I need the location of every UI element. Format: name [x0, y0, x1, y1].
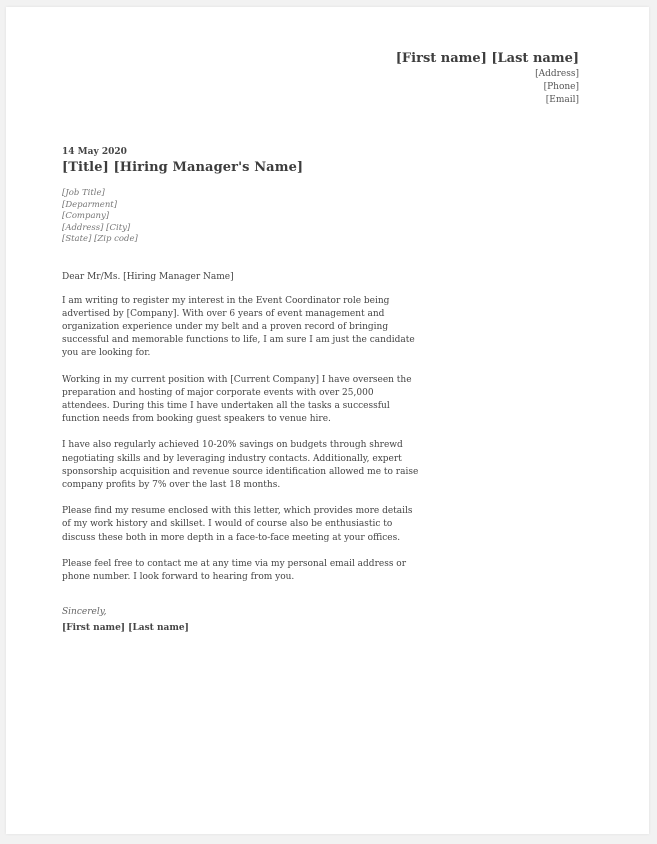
recipient-job-title: [Job Title] [62, 188, 105, 198]
paragraph-current-position: Working in my current position with [Current Company] I have overseen the preparation and hosting of major corporate events with over 25,000 attendees. During this time I have undertaken all the tasks a successful function needs from booking guest speakers to venue hire. [62, 374, 412, 425]
recipient-address-city: [Address] [City] [62, 222, 131, 233]
signature: [First name] [Last name] [62, 623, 189, 634]
sender-block [396, 51, 579, 107]
paragraph-resume: Please find my resume enclosed with this letter, which provides more details of my work history and skillset. I would of course also be enthusiastic to discuss these both in more depth in a face-to-face meeting at your offices. [62, 506, 413, 543]
sender-name: [First name] [Last name] [395, 51, 579, 66]
sender-phone: [Phone] [543, 82, 579, 92]
sender-email: [Email] [545, 95, 579, 105]
recipient-company: [Company] [62, 211, 110, 221]
recipient-state-zip: [State] [Zip code] [62, 234, 138, 244]
sender-address: [Address] [535, 69, 579, 79]
paragraph-intro: I am writing to register my interest in the Event Coordinator role being advertised by [Company]. With over 6 years of event management and organization experience under my belt and a proven record of bringing successful and memorable functions to life, I am sure I am just the candidate you are looking for. [62, 295, 415, 359]
recipient-department: [Deparment] [62, 199, 118, 210]
paragraph-contact: Please feel free to contact me at any time via my personal email address or phone number. I look forward to hearing from you. [62, 558, 407, 582]
paragraph-achievements: I have also regularly achieved 10-20% savings on budgets through shrewd negotiating skills and by leveraging industry contacts. Additionally, expert sponsorship acquisition and revenue source identification allowed me to raise company profits by 7% over the last 18 months. [62, 440, 419, 490]
recipient-address-block [62, 188, 422, 246]
letter-body [62, 147, 422, 633]
salutation: Dear Mr/Ms. [Hiring Manager Name] [62, 271, 234, 282]
letter-date: 14 May 2020 [62, 147, 127, 157]
closing: Sincerely, [62, 607, 107, 618]
letter-page [6, 7, 649, 834]
recipient-heading: [Title] [Hiring Manager's Name] [62, 160, 304, 175]
